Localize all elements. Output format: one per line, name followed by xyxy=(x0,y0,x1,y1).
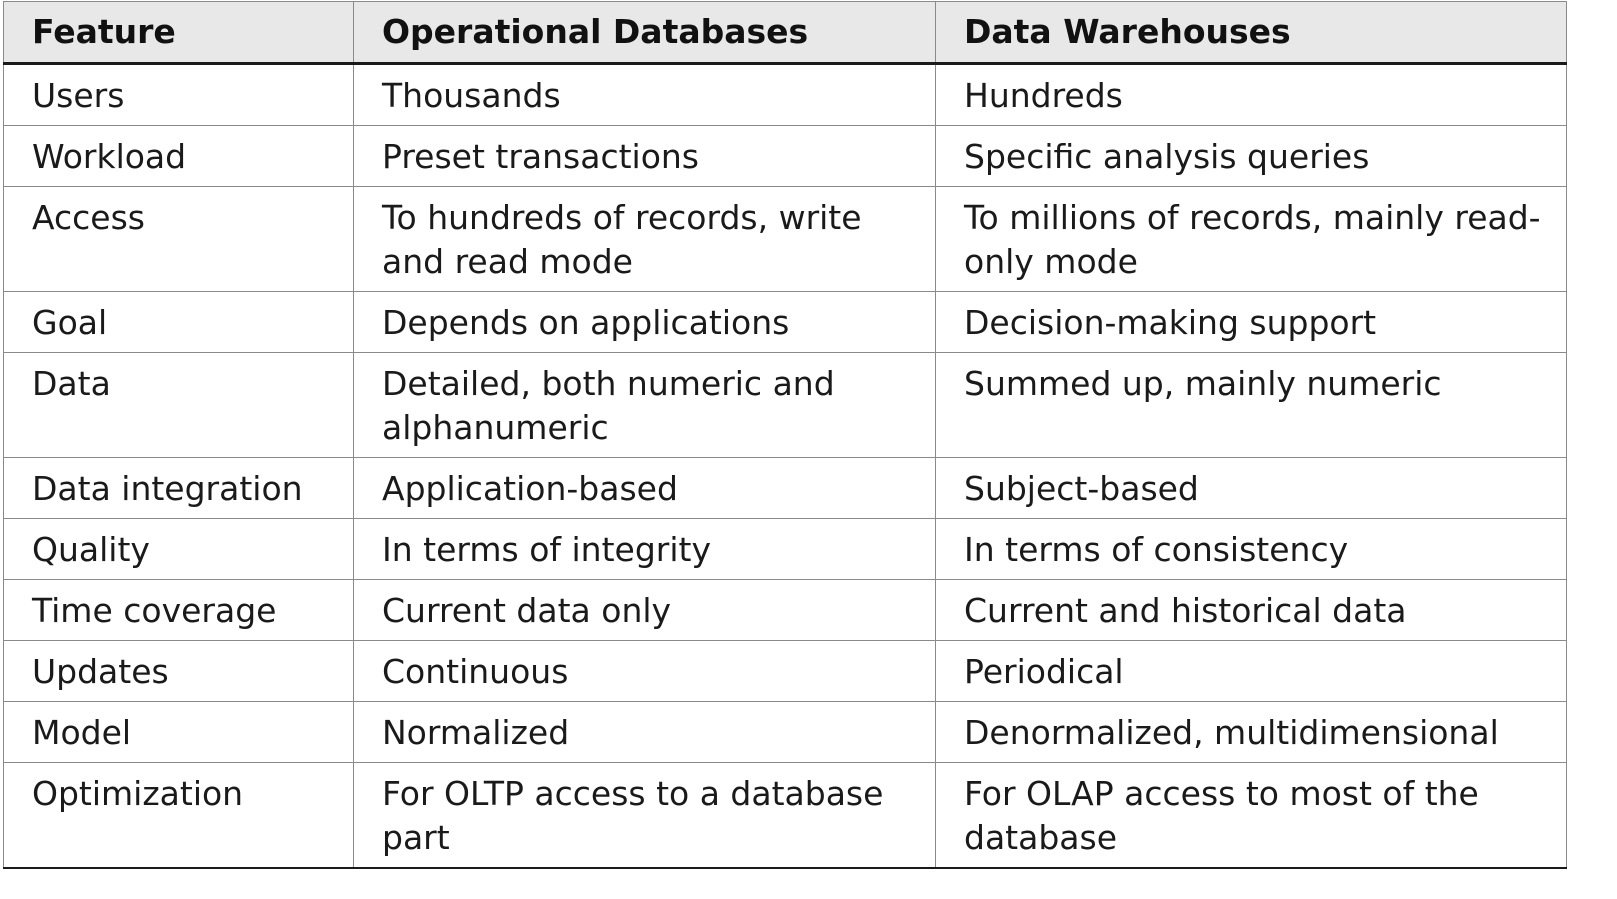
table-body xyxy=(4,64,1567,869)
cell-warehouse: Hundreds xyxy=(936,64,1567,126)
table-row xyxy=(4,702,1567,763)
cell-operational: Detailed, both numeric and alphanumeric xyxy=(354,353,936,458)
cell-operational: Continuous xyxy=(354,641,936,702)
cell-operational: Application-based xyxy=(354,458,936,519)
comparison-table xyxy=(3,1,1567,869)
cell-warehouse: Denormalized, multidimensional xyxy=(936,702,1567,763)
cell-feature: Quality xyxy=(4,519,354,580)
table-row xyxy=(4,353,1567,458)
cell-feature: Workload xyxy=(4,126,354,187)
table-row xyxy=(4,580,1567,641)
cell-warehouse: Summed up, mainly numeric xyxy=(936,353,1567,458)
cell-feature: Updates xyxy=(4,641,354,702)
cell-warehouse: To millions of records, mainly read-only mode xyxy=(936,187,1567,292)
cell-warehouse: Specific analysis queries xyxy=(936,126,1567,187)
table-header xyxy=(4,2,1567,64)
table-row xyxy=(4,641,1567,702)
cell-warehouse: In terms of consistency xyxy=(936,519,1567,580)
cell-feature: Goal xyxy=(4,292,354,353)
cell-warehouse: Subject-based xyxy=(936,458,1567,519)
header-data-warehouses: Data Warehouses xyxy=(936,2,1567,64)
cell-feature: Optimization xyxy=(4,763,354,869)
table-row xyxy=(4,519,1567,580)
cell-operational: Current data only xyxy=(354,580,936,641)
cell-operational: To hundreds of records, write and read mode xyxy=(354,187,936,292)
cell-feature: Users xyxy=(4,64,354,126)
table-row xyxy=(4,126,1567,187)
cell-operational: Normalized xyxy=(354,702,936,763)
cell-warehouse: For OLAP access to most of the database xyxy=(936,763,1567,869)
table-row xyxy=(4,292,1567,353)
cell-feature: Time coverage xyxy=(4,580,354,641)
cell-operational: Thousands xyxy=(354,64,936,126)
table-row xyxy=(4,64,1567,126)
cell-feature: Data integration xyxy=(4,458,354,519)
header-row xyxy=(4,2,1567,64)
header-operational-databases: Operational Databases xyxy=(354,2,936,64)
cell-operational: In terms of integrity xyxy=(354,519,936,580)
cell-warehouse: Current and historical data xyxy=(936,580,1567,641)
cell-operational: For OLTP access to a database part xyxy=(354,763,936,869)
cell-feature: Access xyxy=(4,187,354,292)
cell-warehouse: Decision-making support xyxy=(936,292,1567,353)
cell-operational: Preset transactions xyxy=(354,126,936,187)
table-row xyxy=(4,187,1567,292)
cell-feature: Data xyxy=(4,353,354,458)
cell-warehouse: Periodical xyxy=(936,641,1567,702)
table-row xyxy=(4,458,1567,519)
cell-operational: Depends on applications xyxy=(354,292,936,353)
table-row xyxy=(4,763,1567,869)
header-feature: Feature xyxy=(4,2,354,64)
cell-feature: Model xyxy=(4,702,354,763)
